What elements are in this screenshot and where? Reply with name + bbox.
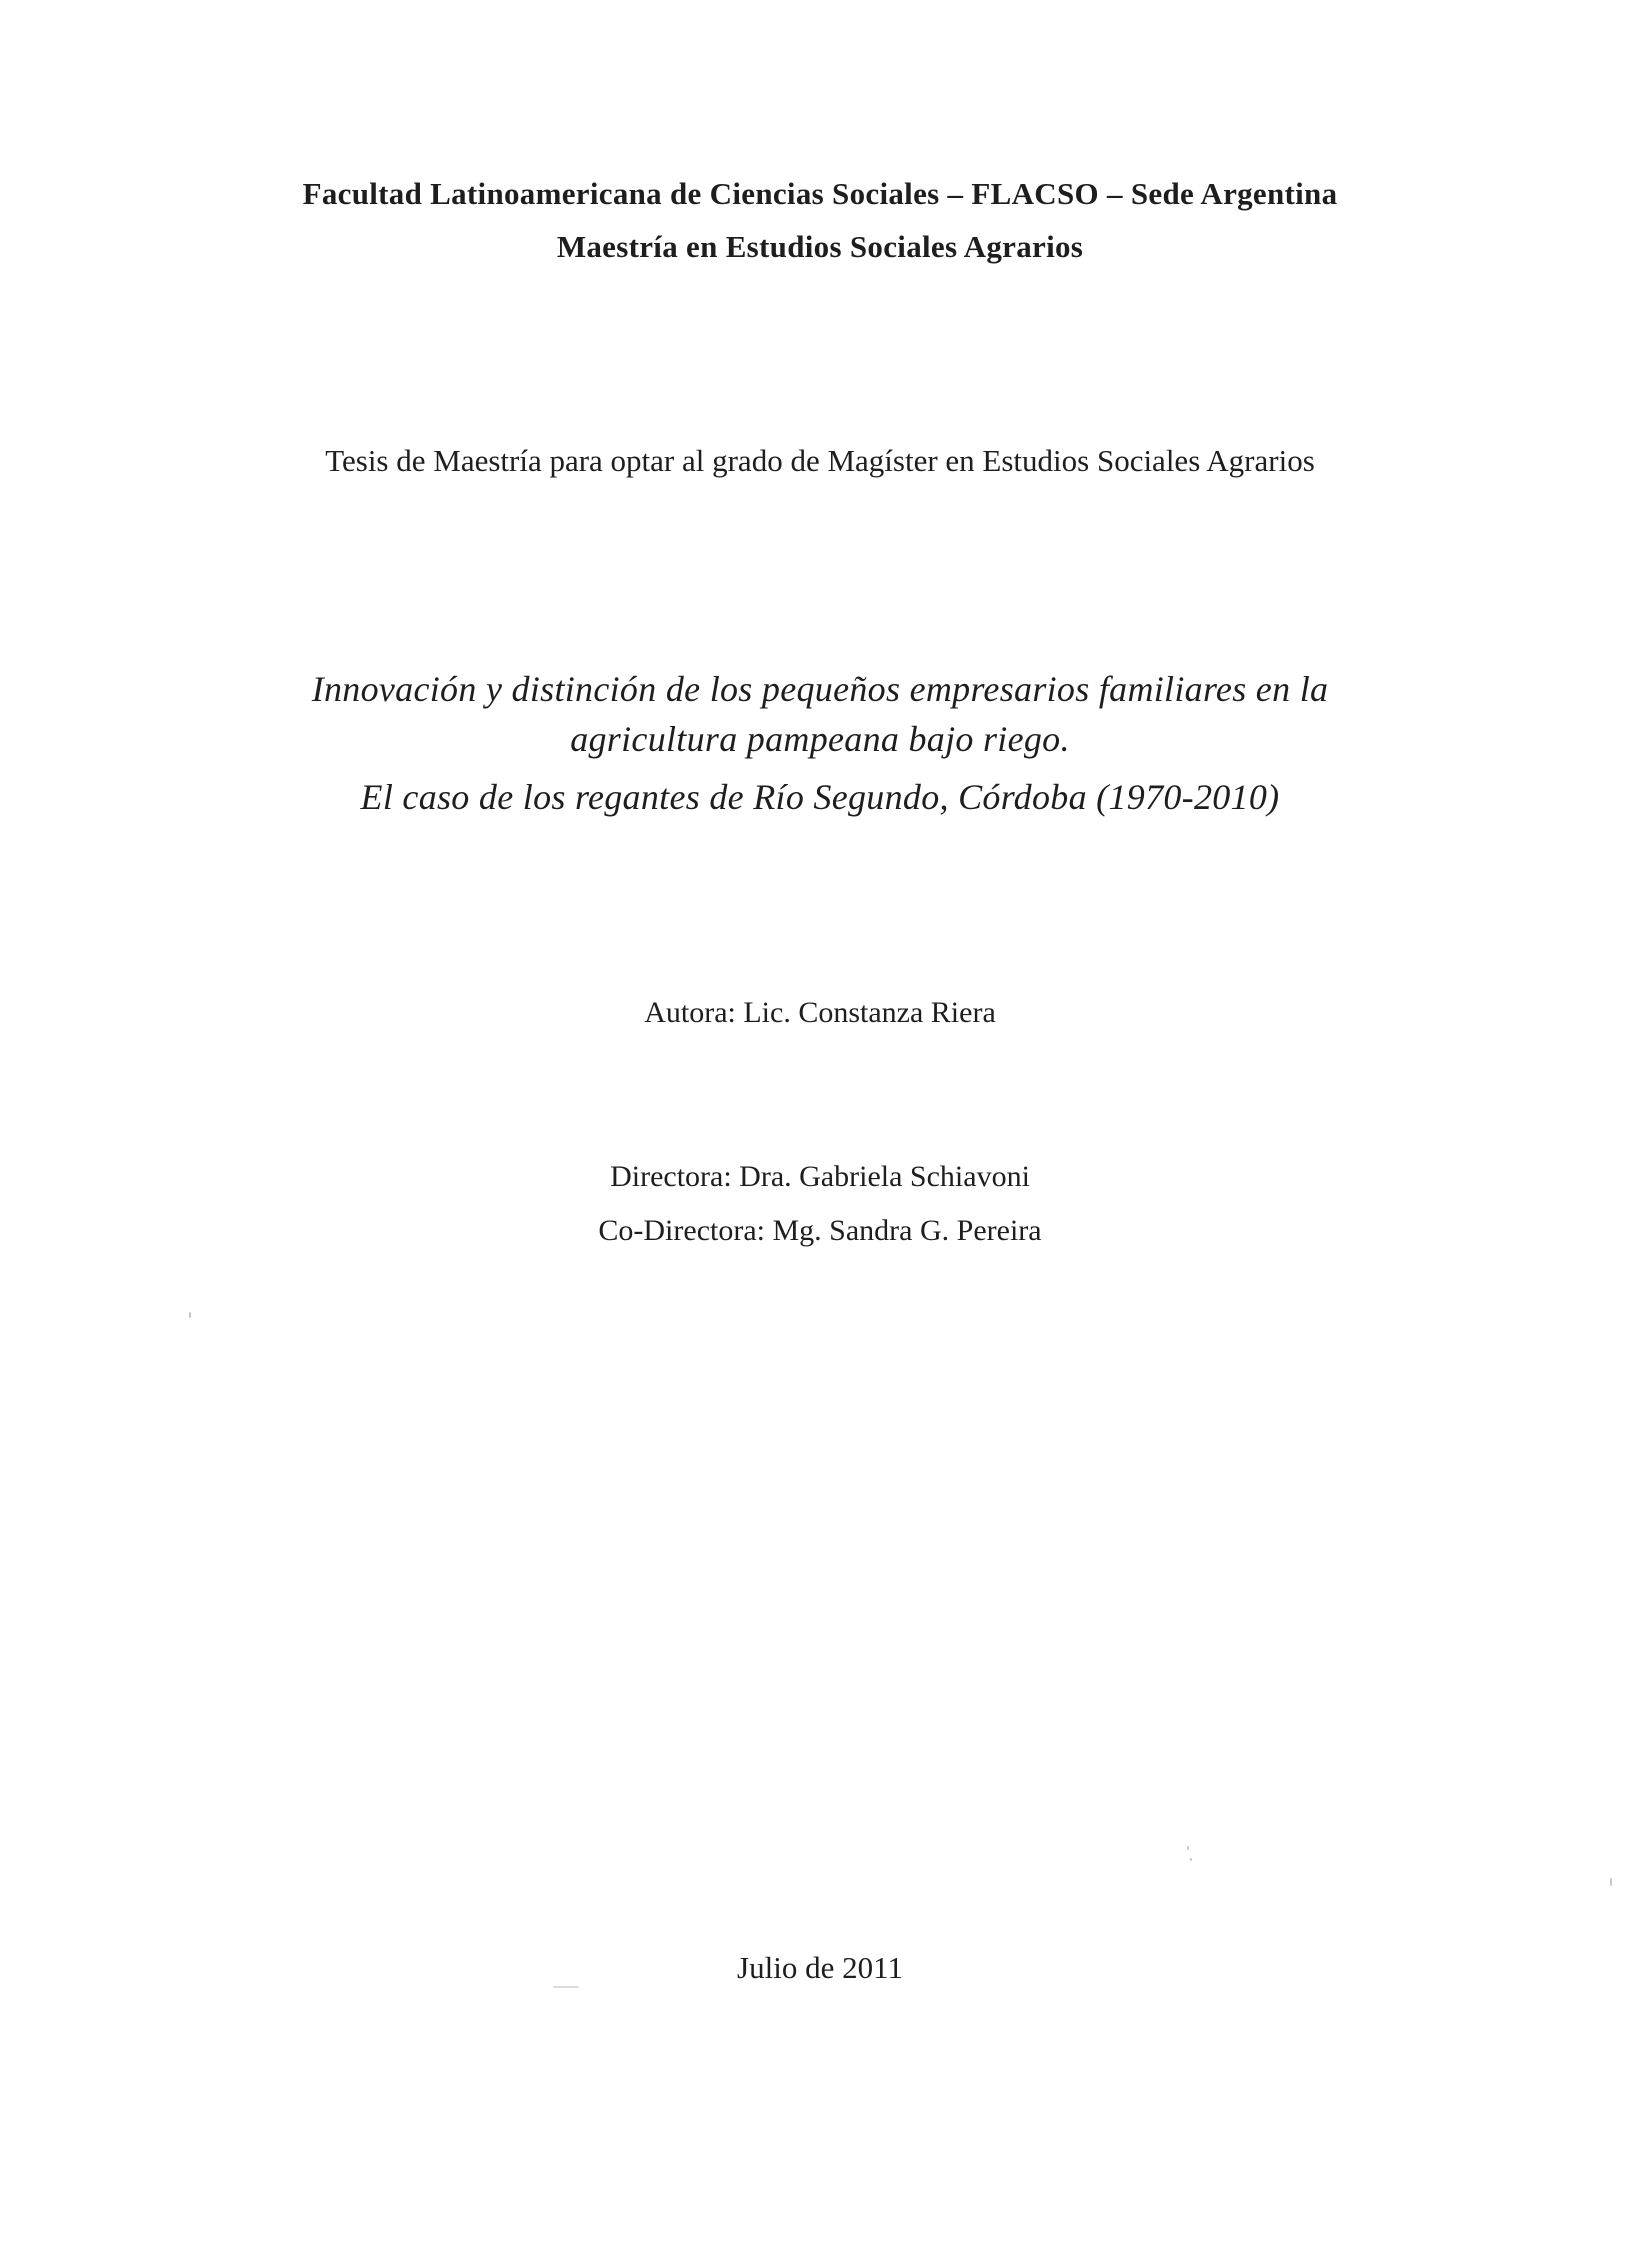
director-line: Directora: Dra. Gabriela Schiavoni <box>610 1160 1030 1193</box>
scan-speck <box>1190 1858 1192 1861</box>
co-director-line: Co-Directora: Mg. Sandra G. Pereira <box>598 1214 1042 1247</box>
scan-speck <box>1187 1846 1189 1850</box>
scan-speck <box>553 1986 579 1988</box>
institution-name: Facultad Latinoamericana de Ciencias Sociales – FLACSO – Sede Argentina <box>302 176 1338 211</box>
thesis-title-line-2: agricultura pampeana bajo riego. <box>570 719 1070 759</box>
author-line: Autora: Lic. Constanza Riera <box>644 996 996 1029</box>
program-name: Maestría en Estudios Sociales Agrarios <box>556 229 1084 264</box>
thesis-title-line-1: Innovación y distinción de los pequeños empresarios familiares en la <box>311 669 1329 709</box>
thesis-title-line-3: El caso de los regantes de Río Segundo, Córdoba (1970-2010) <box>360 777 1280 817</box>
degree-statement: Tesis de Maestría para optar al grado de Magíster en Estudios Sociales Agrarios <box>325 443 1315 478</box>
scan-speck <box>1610 1878 1612 1886</box>
scan-speck <box>189 1312 191 1318</box>
date-line: Julio de 2011 <box>737 1950 903 1985</box>
